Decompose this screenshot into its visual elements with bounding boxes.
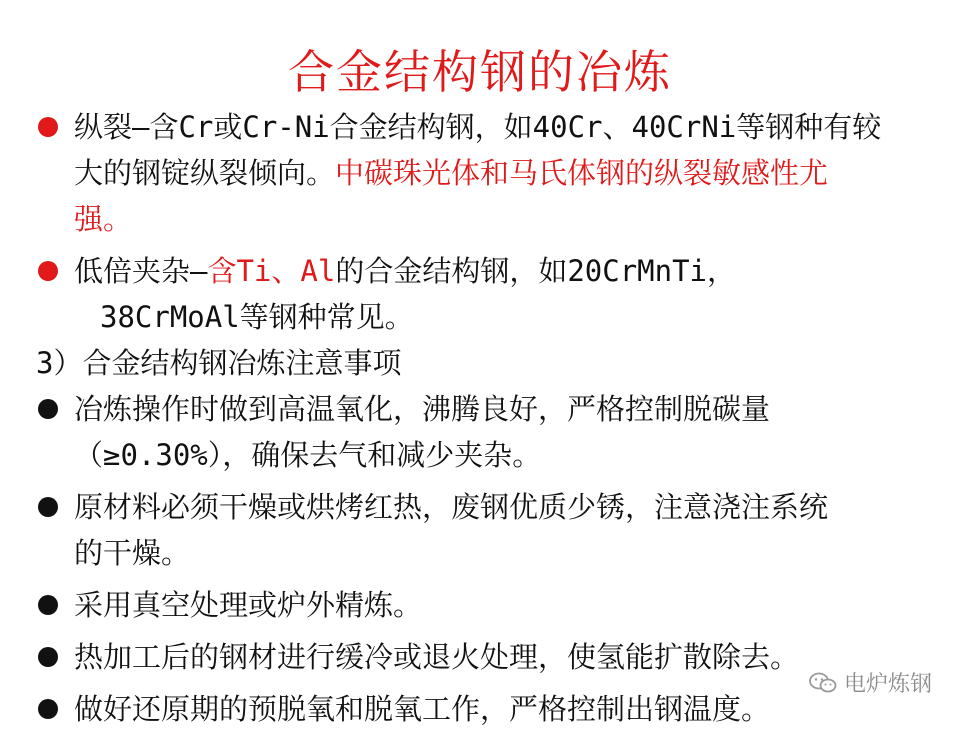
item-line — [74, 150, 936, 196]
item-line: 采用真空处理或炉外精炼。 — [74, 588, 423, 622]
item-line: 的干燥。 — [74, 536, 191, 570]
black-bullet-icon — [38, 647, 58, 667]
black-bullet-icon — [38, 399, 58, 419]
black-bullet-icon — [38, 699, 58, 719]
item-line — [74, 248, 936, 294]
item-line: （≥0.30%），确保去气和减少夹杂。 — [74, 438, 542, 472]
note-item — [36, 484, 936, 576]
slide-title: 合金结构钢的冶炼 — [288, 45, 672, 99]
highlight-text: 强。 — [74, 202, 133, 236]
section-heading: 3）合金结构钢冶炼注意事项 — [36, 346, 402, 380]
item-line: 热加工后的钢材进行缓冷或退火处理，使氢能扩散除去。 — [74, 640, 800, 674]
item-line: 做好还原期的预脱氧和脱氧工作，严格控制出钢温度。 — [74, 692, 771, 726]
note-item — [36, 582, 936, 628]
bullet-item-low-magnification-inclusion — [36, 248, 936, 340]
watermark-text: 电炉炼钢 — [843, 672, 932, 697]
black-bullet-icon — [38, 497, 58, 517]
item-line: 冶炼操作时做到高温氧化，沸腾良好，严格控制脱碳量 — [74, 392, 771, 426]
slide-content — [36, 104, 936, 732]
item-line: 38CrMoAl等钢种常见。 — [100, 300, 414, 334]
red-bullet-icon — [38, 261, 58, 281]
item-text: 低倍夹杂— — [74, 254, 208, 288]
watermark — [808, 667, 932, 698]
wechat-icon — [808, 671, 838, 695]
note-item — [36, 634, 936, 680]
item-line: 原材料必须干燥或烘烤红热，废钢优质少锈，注意浇注系统 — [74, 490, 829, 524]
note-item — [36, 386, 936, 478]
red-bullet-icon — [38, 117, 58, 137]
item-text: 的合金结构钢，如20CrMnTi， — [335, 254, 736, 288]
note-item — [36, 686, 936, 732]
bullet-item-longitudinal-crack — [36, 104, 936, 242]
item-line: 纵裂—含Cr或Cr-Ni合金结构钢，如40Cr、40CrNi等钢种有较 — [74, 110, 882, 144]
highlight-text: 中碳珠光体和马氏体钢的纵裂敏感性尤 — [335, 156, 829, 190]
item-text: 大的钢锭纵裂倾向。 — [74, 156, 336, 190]
highlight-text: 含Ti、Al — [207, 254, 336, 288]
black-bullet-icon — [38, 595, 58, 615]
